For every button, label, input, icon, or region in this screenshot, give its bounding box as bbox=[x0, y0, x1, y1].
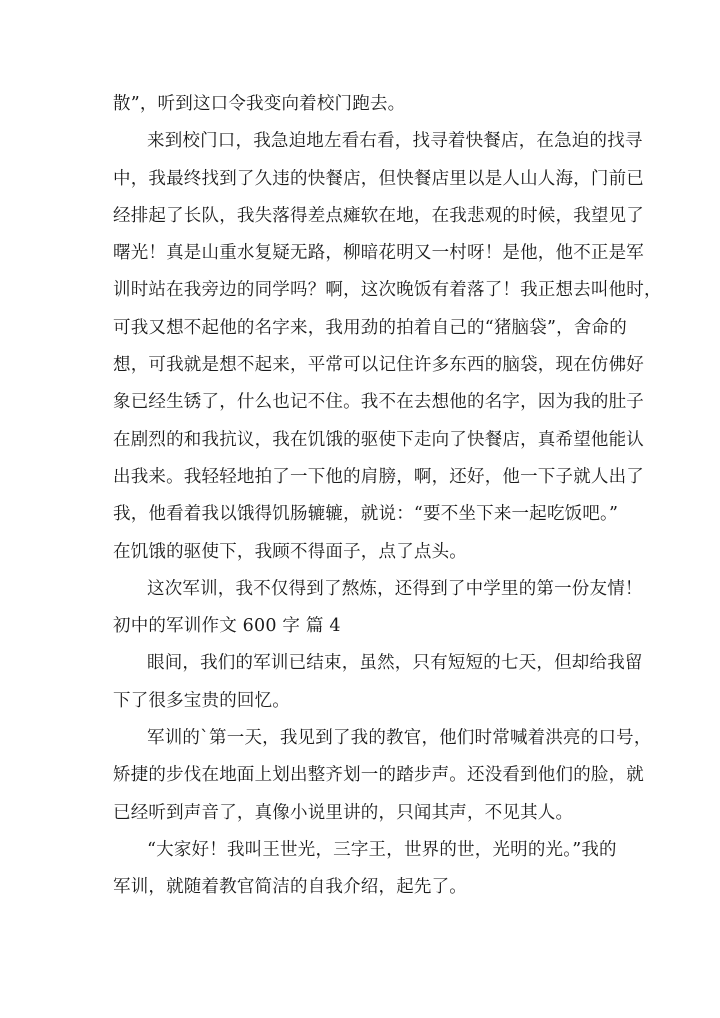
text-line: 来到校门口，我急迫地左看右看，找寻着快餐店，在急迫的找寻 bbox=[147, 131, 643, 152]
text-line: 可我又想不起他的名字来，我用劲的拍着自己的“猪脑袋”，舍命的 bbox=[113, 317, 627, 338]
text-line: 军训的`第一天，我见到了我的教官，他们时常喊着洪亮的口号， bbox=[147, 728, 652, 749]
text-line: 中，我最终找到了久违的快餐店，但快餐店里以是人山人海，门前已 bbox=[113, 168, 644, 189]
text-line: 已经听到声音了，真像小说里讲的，只闻其声，不见其人。 bbox=[113, 802, 574, 823]
text-line: 出我来。我轻轻地拍了一下他的肩膀，啊，还好，他一下子就人出了 bbox=[113, 466, 644, 487]
text-line: 这次军训，我不仅得到了熬炼，还得到了中学里的第一份友情！ bbox=[147, 578, 643, 599]
text-line: 经排起了长队，我失落得差点瘫软在地，在我悲观的时候，我望见了 bbox=[113, 205, 644, 226]
text-line: 象已经生锈了，什么也记不住。我不在去想他的名字，因为我的肚子 bbox=[113, 392, 644, 413]
text-line: 想，可我就是想不起来，平常可以记住许多东西的脑袋，现在仿佛好 bbox=[113, 355, 644, 376]
text-line: 曙光！真是山重水复疑无路，柳暗花明又一村呀！是他，他不正是军 bbox=[113, 243, 644, 264]
text-line: 在饥饿的驱使下，我顾不得面子，点了点头。 bbox=[113, 541, 467, 562]
text-line: 训时站在我旁边的同学吗？啊，这次晚饭有着落了！我正想去叫他时， bbox=[113, 280, 662, 301]
text-line: 军训，就随着教官简洁的自我介绍，起先了。 bbox=[113, 877, 467, 898]
text-line: 散”，听到这口令我变向着校门跑去。 bbox=[113, 94, 406, 114]
text-line: 下了很多宝贵的回忆。 bbox=[113, 690, 290, 711]
text-line: 矫捷的步伐在地面上划出整齐划一的踏步声。还没看到他们的脸，就 bbox=[113, 765, 644, 786]
section-heading: 初中的军训作文 600 字 篇 4 bbox=[113, 616, 341, 637]
text-line: 眼间，我们的军训已结束，虽然，只有短短的七天，但却给我留 bbox=[147, 653, 643, 674]
text-line: 在剧烈的和我抗议，我在饥饿的驱使下走向了快餐店，真希望他能认 bbox=[113, 429, 644, 450]
text-body bbox=[113, 86, 662, 907]
text-line: “大家好！我叫王世光，三字王，世界的世，光明的光。”我的 bbox=[147, 839, 617, 860]
text-line: 我，他看着我以饿得饥肠辘辘，就说：“要不坐下来一起吃饭吧。” bbox=[113, 504, 619, 525]
